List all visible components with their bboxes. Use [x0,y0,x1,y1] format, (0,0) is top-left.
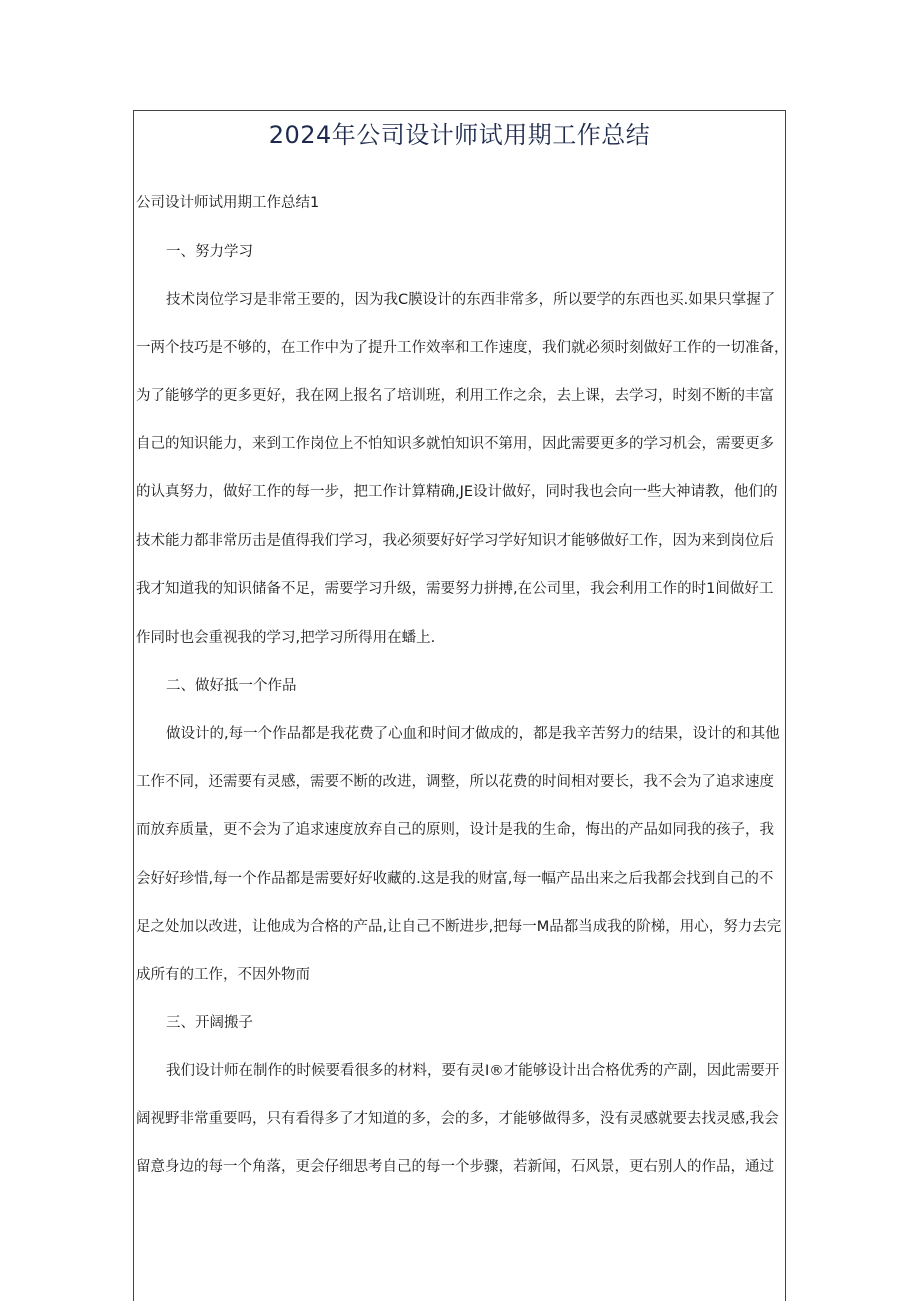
paragraph-line: 自己的知识能力，来到工作岗位上不怕知识多就怕知识不第用，因此需要更多的学习机会，需要更多 [136,436,774,452]
section-heading: 二、做好抵一个作品 [166,678,297,694]
document-subtitle: 公司设计师试用期工作总结1 [136,195,320,211]
paragraph-line: 成所有的工作，不因外物而 [136,967,310,983]
section-heading: 三、开阔搬子 [166,1015,253,1031]
paragraph-line: 做设计的,每一个作品都是我花费了心血和时间才做成的，都是我辛苦努力的结果，设计的和其他 [166,726,780,742]
paragraph-line: 我才知道我的知识储备不足，需要学习升级，需要努力拼搏,在公司里，我会利用工作的时1间做好工 [136,581,774,597]
document-title: 2024年公司设计师试用期工作总结 [268,121,651,149]
paragraph-line: 的认真努力，做好工作的每一步，把工作计算精确,JE设计做好，同时我也会向一些大神请教，他们的 [136,484,778,500]
paragraph-line: 阔视野非常重要吗，只有看得多了才知道的多，会的多，才能够做得多，没有灵感就要去找灵感,我会 [136,1111,779,1127]
paragraph-line: 为了能够学的更多更好，我在网上报名了培训班，利用工作之余，去上课，去学习，时刻不断的丰富 [136,388,774,404]
paragraph-line: 工作不同，还需要有灵感，需要不断的改进，调整，所以花费的时间相对要长，我不会为了追求速度 [136,774,774,790]
paragraph-line: 我们设计师在制作的时候要看很多的材料，要有灵I®才能够设计出合格优秀的产副，因此需要开 [166,1063,780,1079]
paragraph-line: 而放弃质量，更不会为了追求速度放弃自己的原则，设计是我的生命，悔出的产品如同我的孩子，我 [136,822,774,838]
section-heading: 一、努力学习 [166,244,253,260]
paragraph-line: 一两个技巧是不够的，在工作中为了提升工作效率和工作速度，我们就必须时刻做好工作的一切准备， [136,340,789,356]
paragraph-line: 技术岗位学习是非常王要的，因为我C膜设计的东西非常多，所以要学的东西也买.如果只掌握了 [166,292,776,308]
paragraph-line: 会好好珍惜,每一个作品都是需要好好收藏的.这是我的财富,每一幅产品出来之后我都会找到自己的不 [136,871,774,887]
paragraph-line: 足之处加以改进，让他成为合格的产品,让自己不断进步,把每一M品都当成我的阶梯，用心，努力去完 [136,919,782,935]
paragraph-line: 留意身边的每一个角落，更会仔细思考自己的每一个步骤，若新闻，石风景，更右别人的作品，通过 [136,1159,774,1175]
paragraph-line: 技术能力都非常历击是值得我们学习，我必须要好好学习学好知识才能够做好工作，因为来到岗位后 [136,533,774,549]
paragraph-line: 作同时也会重视我的学习,把学习所得用在蟠上. [136,630,436,646]
